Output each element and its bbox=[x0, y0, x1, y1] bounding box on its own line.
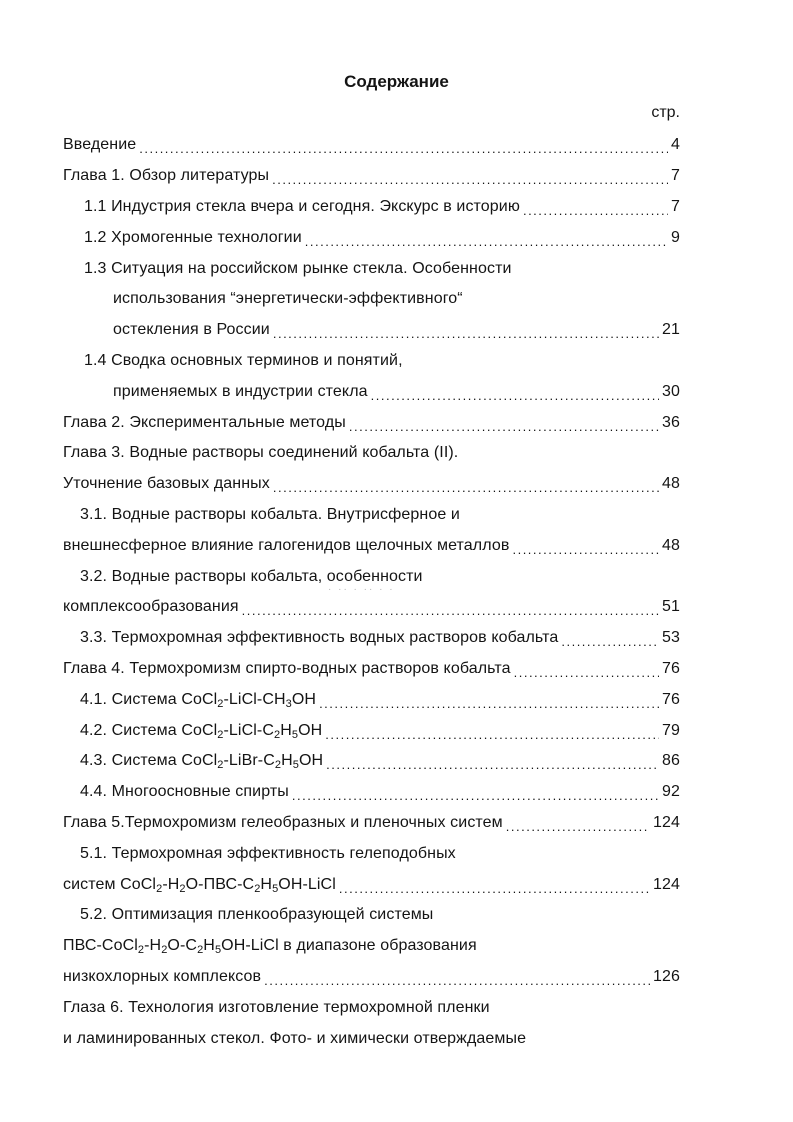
toc-entry-5-2[interactable]: 5.2. Оптимизация пленкообразующей системы bbox=[80, 906, 434, 924]
toc-entry-1-4-end[interactable]: применяемых в индустрии стекла ..... 30 bbox=[63, 376, 680, 407]
toc-entry-chapter-2[interactable]: Глава 2. Экспериментальные методы ..... 36 bbox=[63, 407, 680, 438]
toc-entry-1-3-end[interactable]: остекления в России ..... 21 bbox=[63, 315, 680, 346]
page-number: 51 bbox=[662, 598, 680, 616]
toc-entry-4-3[interactable]: 4.3. Система $CoCl_2-LiBr-C_2H_5OH$ ..... 86 bbox=[63, 746, 680, 777]
page-number: 86 bbox=[662, 752, 680, 770]
page-number: 53 bbox=[662, 629, 680, 647]
page-number: 76 bbox=[662, 659, 680, 677]
page-number: 126 bbox=[653, 967, 680, 985]
toc-entry-3-1-end[interactable]: внешнесферное влияние галогенидов щелочных металлов ..... 48 bbox=[63, 530, 680, 561]
toc-entry-3-1[interactable]: 3.1. Водные растворы кобальта. Внутрисферное и bbox=[80, 505, 460, 523]
page-number: 124 bbox=[653, 875, 680, 893]
page-number: 124 bbox=[653, 813, 680, 831]
toc-entry-3-2-end[interactable]: комплексообразования ..... 51 bbox=[63, 592, 680, 623]
toc-entry-3-3[interactable]: 3.3. Термохромная эффективность водных растворов кобальта ..... 53 bbox=[63, 623, 680, 654]
toc-entry-5-2-end[interactable]: низкохлорных комплексов ..... 126 bbox=[63, 962, 680, 993]
toc-entry-1-4[interactable]: 1.4 Сводка основных терминов и понятий, bbox=[84, 351, 403, 369]
toc-entry-introduction[interactable]: Введение ..... 4 bbox=[63, 130, 680, 161]
scan-noise: · ·· · ·· · · bbox=[328, 584, 395, 595]
toc-entry-chapter-6-cont[interactable]: и ламинированных стекол. Фото- и химически отверждаемые bbox=[63, 1029, 527, 1047]
toc-entry-chapter-3[interactable]: Глава 3. Водные растворы соединений кобальта (II). bbox=[63, 444, 459, 462]
toc-entry-chapter-3-end[interactable]: Уточнение базовых данных ..... 48 bbox=[63, 469, 680, 500]
toc-entry-4-2[interactable]: 4.2. Система $CoCl_2-LiCl-C_2H_5OH$ ..... 79 bbox=[63, 715, 680, 746]
toc-entry-3-2[interactable]: 3.2. Водные растворы кобальта, особенности bbox=[80, 567, 423, 585]
toc-entry-1-3-cont[interactable]: использования “энергетически-эффективного“ bbox=[113, 290, 463, 308]
page-column-label: стр. bbox=[651, 104, 680, 121]
page-number: 48 bbox=[662, 536, 680, 554]
page-number: 7 bbox=[671, 167, 680, 185]
toc-entry-5-2-cont[interactable]: ПВС-$CoCl_2-H_2O-C_2H_5OH$-LiCl в диапазоне образования bbox=[63, 937, 477, 957]
toc-entry-5-1-end[interactable]: систем $CoCl_2-H_2O-ПВС-C_2H_5OH$-LiCl ..... 124 bbox=[63, 869, 680, 900]
toc-entry-chapter-1[interactable]: Глава 1. Обзор литературы ..... 7 bbox=[63, 161, 680, 192]
page-title: Содержание bbox=[344, 72, 449, 91]
page-number: 79 bbox=[662, 721, 680, 739]
page-number: 4 bbox=[671, 136, 680, 154]
toc-entry-chapter-4[interactable]: Глава 4. Термохромизм спирто-водных растворов кобальта ..... 76 bbox=[63, 654, 680, 685]
toc-entry-1-2[interactable]: 1.2 Хромогенные технологии ..... 9 bbox=[63, 222, 680, 253]
toc-entry-5-1[interactable]: 5.1. Термохромная эффективность гелеподобных bbox=[80, 844, 456, 862]
page-number: 48 bbox=[662, 475, 680, 493]
page-number: 30 bbox=[662, 382, 680, 400]
toc-entry-1-3[interactable]: 1.3 Ситуация на российском рынке стекла. Особенности bbox=[84, 259, 512, 277]
toc-entry-1-1[interactable]: 1.1 Индустрия стекла вчера и сегодня. Экскурс в историю ..... 7 bbox=[63, 192, 680, 223]
page-number: 21 bbox=[662, 321, 680, 339]
page-number: 36 bbox=[662, 413, 680, 431]
page-number: 7 bbox=[671, 197, 680, 215]
toc-entry-4-4[interactable]: 4.4. Многоосновные спирты ..... 92 bbox=[63, 777, 680, 808]
toc-entry-chapter-6[interactable]: Глаза 6. Технология изготовление термохромной пленки bbox=[63, 998, 490, 1016]
toc-entry-4-1[interactable]: 4.1. Система $CoCl_2-LiCl-CH_3OH$ ..... 76 bbox=[63, 684, 680, 715]
page-number: 76 bbox=[662, 690, 680, 708]
page-number: 9 bbox=[671, 228, 680, 246]
toc-entry-chapter-5[interactable]: Глава 5.Термохромизм гелеобразных и пленочных систем ..... 124 bbox=[63, 808, 680, 839]
page-number: 92 bbox=[662, 783, 680, 801]
